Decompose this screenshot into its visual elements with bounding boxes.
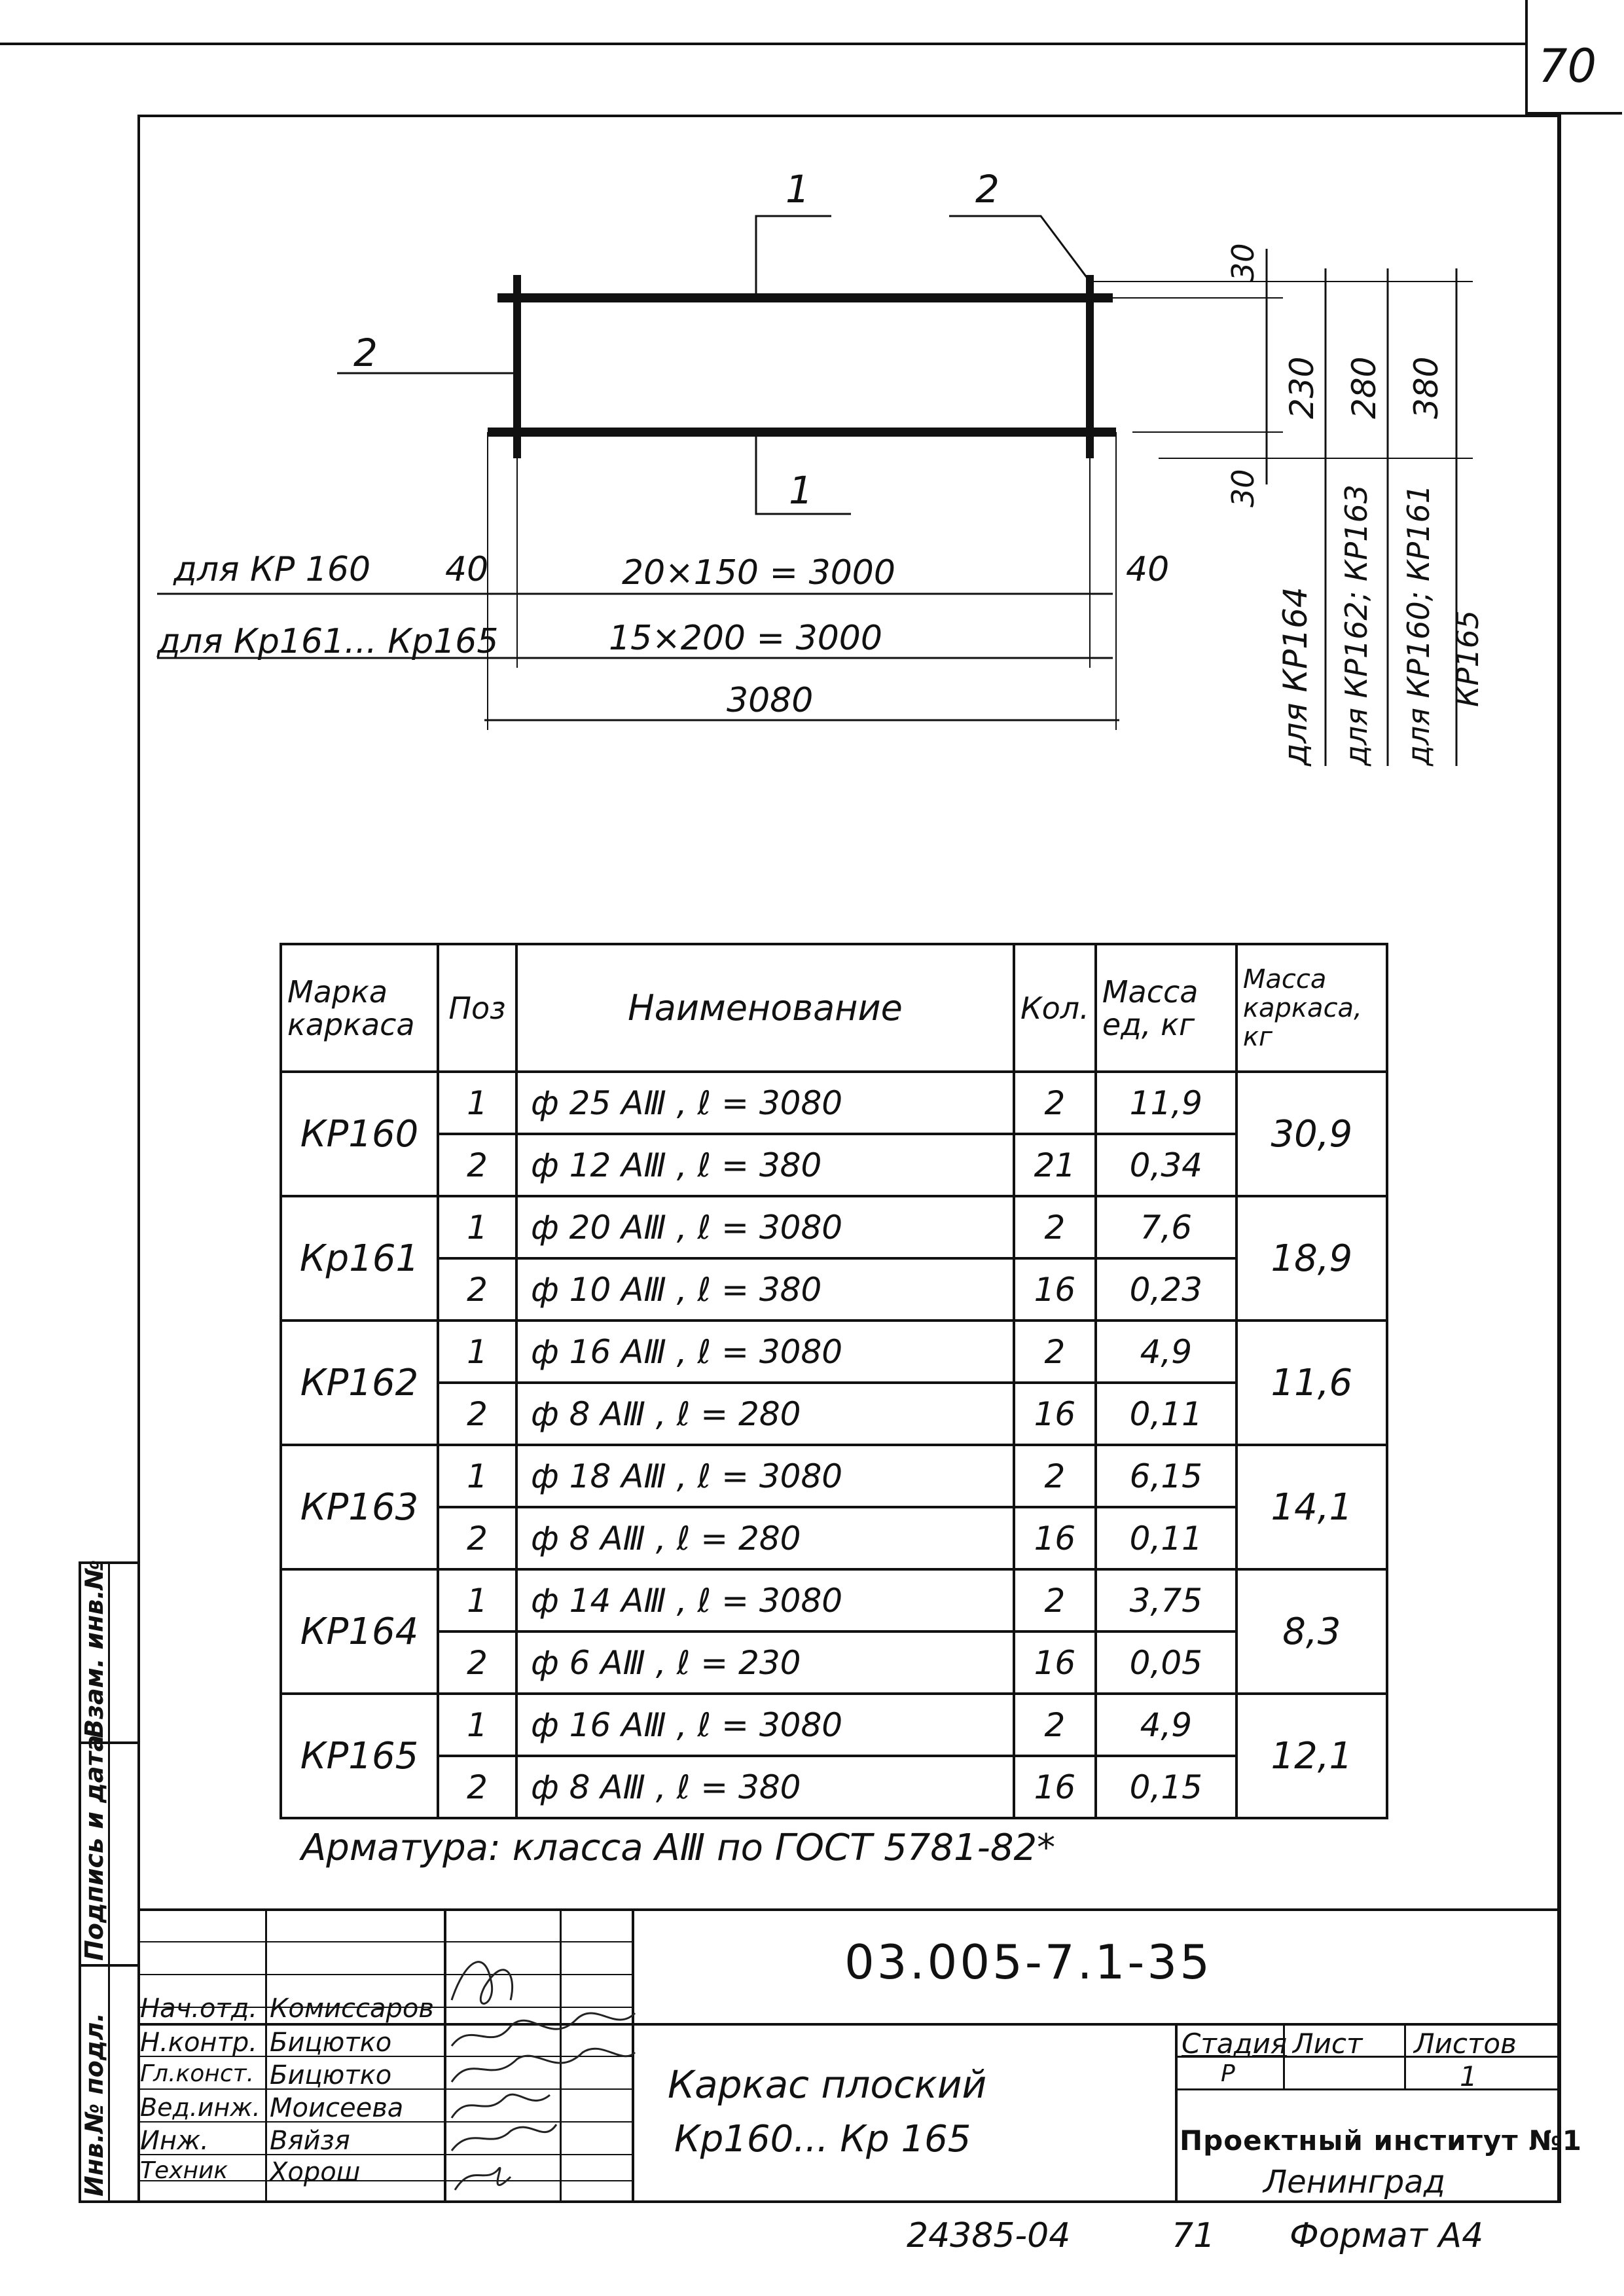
sheet-number: 70 xyxy=(1538,39,1597,93)
mass-cell: 4,9 xyxy=(1096,1694,1236,1756)
mark-cell: КР163 xyxy=(281,1445,438,1569)
qty-cell: 21 xyxy=(1014,1134,1096,1196)
pos-cell: 2 xyxy=(438,1258,516,1321)
title-line2: Кр160... Кр 165 xyxy=(674,2118,971,2160)
org-line2: Ленинград xyxy=(1263,2164,1445,2200)
signatures xyxy=(445,1922,641,2203)
qty-cell: 16 xyxy=(1014,1258,1096,1321)
mass-cell: 6,15 xyxy=(1096,1445,1236,1507)
frame-mass-cell: 12,1 xyxy=(1236,1694,1387,1818)
pos-cell: 1 xyxy=(438,1321,516,1383)
org-line1: Проектный институт №1 xyxy=(1180,2124,1583,2157)
role-ved-inzh: Вед.инж. xyxy=(140,2093,261,2122)
dim-label-kr161-165: для Кр161... Кр165 xyxy=(157,622,499,661)
dim-top-cover: 30 xyxy=(1225,243,1261,282)
pos1-top-label: 1 xyxy=(785,167,810,211)
frame-mass-cell: 14,1 xyxy=(1236,1445,1387,1569)
dim-left-offset: 40 xyxy=(445,550,489,589)
qty-cell: 2 xyxy=(1014,1321,1096,1383)
pos-cell: 2 xyxy=(438,1134,516,1196)
table-row xyxy=(281,1321,1387,1383)
pos-cell: 2 xyxy=(438,1756,516,1818)
frame-mass-cell: 11,6 xyxy=(1236,1321,1387,1445)
mass-cell: 7,6 xyxy=(1096,1196,1236,1258)
dim-for-kr162-163: для КР162; КР163 xyxy=(1339,484,1374,766)
name-cell: ф 8 АⅢ , ℓ = 280 xyxy=(516,1383,1014,1445)
format-label: Формат А4 xyxy=(1290,2216,1484,2255)
mass-cell: 4,9 xyxy=(1096,1321,1236,1383)
qty-cell: 2 xyxy=(1014,1196,1096,1258)
table-row xyxy=(281,1258,1387,1321)
mark-cell: КР160 xyxy=(281,1072,438,1196)
pos1-bottom-label: 1 xyxy=(789,468,813,513)
table-row xyxy=(281,1756,1387,1818)
pos-cell: 1 xyxy=(438,1072,516,1134)
dim-for-kr164: для КР164 xyxy=(1276,587,1314,766)
pos-cell: 2 xyxy=(438,1631,516,1694)
qty-cell: 16 xyxy=(1014,1507,1096,1569)
name-gl-konst: Бицютко xyxy=(270,2060,392,2090)
table-row xyxy=(281,1072,1387,1134)
table-header-row xyxy=(281,944,1387,1072)
qty-cell: 16 xyxy=(1014,1383,1096,1445)
side-stamp-sign-date: Подпись и дата xyxy=(80,1734,109,1961)
mark-cell: КР165 xyxy=(281,1694,438,1818)
frame-mass-cell: 18,9 xyxy=(1236,1196,1387,1321)
pos-cell: 1 xyxy=(438,1196,516,1258)
leader-pos1-top xyxy=(756,216,831,298)
name-cell: ф 8 АⅢ , ℓ = 380 xyxy=(516,1756,1014,1818)
stage-label: Стадия xyxy=(1182,2028,1288,2060)
mark-cell: КР162 xyxy=(281,1321,438,1445)
qty-cell: 2 xyxy=(1014,1445,1096,1507)
doc-code: 03.005-7.1-35 xyxy=(844,1935,1213,1990)
mass-cell: 0,15 xyxy=(1096,1756,1236,1818)
name-cell: ф 16 АⅢ , ℓ = 3080 xyxy=(516,1694,1014,1756)
name-nach-otd: Комиссаров xyxy=(270,1994,434,2024)
side-stamp-inv-orig: Инв.№ подл. xyxy=(80,2013,109,2196)
header-mark: Марка каркаса xyxy=(281,944,438,1072)
qty-cell: 16 xyxy=(1014,1756,1096,1818)
mass-cell: 3,75 xyxy=(1096,1569,1236,1631)
role-nach-otd: Нач.отд. xyxy=(140,1994,258,2024)
pos2-top-label: 2 xyxy=(975,167,1000,211)
title-line1: Каркас плоский xyxy=(668,2062,987,2107)
dim-total-length: 3080 xyxy=(727,681,814,720)
header-name: Наименование xyxy=(516,944,1014,1072)
mass-cell: 11,9 xyxy=(1096,1072,1236,1134)
qty-cell: 16 xyxy=(1014,1631,1096,1694)
mass-cell: 0,11 xyxy=(1096,1383,1236,1445)
role-inzh: Инж. xyxy=(140,2126,209,2156)
table-row xyxy=(281,1569,1387,1631)
name-cell: ф 10 АⅢ , ℓ = 380 xyxy=(516,1258,1014,1321)
mark-cell: Кр161 xyxy=(281,1196,438,1321)
qty-cell: 2 xyxy=(1014,1569,1096,1631)
pos-cell: 1 xyxy=(438,1569,516,1631)
dim-for-kr160-161-b: КР165 xyxy=(1450,610,1485,707)
sheet-label: Лист xyxy=(1293,2028,1363,2060)
pos-cell: 1 xyxy=(438,1694,516,1756)
name-ved-inzh: Моисеева xyxy=(270,2093,404,2123)
table-row xyxy=(281,1383,1387,1445)
name-cell: ф 18 АⅢ , ℓ = 3080 xyxy=(516,1445,1014,1507)
header-frame-mass: Масса каркаса, кг xyxy=(1236,944,1387,1072)
name-cell: ф 16 АⅢ , ℓ = 3080 xyxy=(516,1321,1014,1383)
name-cell: ф 20 АⅢ , ℓ = 3080 xyxy=(516,1196,1014,1258)
table-row xyxy=(281,1196,1387,1258)
table-row xyxy=(281,1134,1387,1196)
side-stamp-replace-inv: Взам. инв.№ xyxy=(80,1559,109,1738)
page-number: 71 xyxy=(1172,2216,1216,2255)
stage-value: Р xyxy=(1221,2060,1235,2087)
mass-cell: 0,11 xyxy=(1096,1507,1236,1569)
role-gl-konst: Гл.конст. xyxy=(140,2060,255,2087)
name-cell: ф 6 АⅢ , ℓ = 230 xyxy=(516,1631,1014,1694)
pos2-left-label: 2 xyxy=(353,331,378,375)
name-tekhnik: Хорош xyxy=(270,2157,361,2187)
pos-cell: 1 xyxy=(438,1445,516,1507)
frame-mass-cell: 8,3 xyxy=(1236,1569,1387,1694)
dim-h280: 280 xyxy=(1345,356,1383,419)
role-n-kontr: Н.контр. xyxy=(140,2028,257,2058)
name-cell: ф 12 АⅢ , ℓ = 380 xyxy=(516,1134,1014,1196)
dim-h380: 380 xyxy=(1407,356,1445,419)
table-row xyxy=(281,1694,1387,1756)
dim-span-kr160: 20×150 = 3000 xyxy=(622,553,895,592)
dim-label-kr160: для КР 160 xyxy=(173,550,371,589)
leader-pos2-top xyxy=(949,216,1090,282)
pos-cell: 2 xyxy=(438,1383,516,1445)
name-cell: ф 14 АⅢ , ℓ = 3080 xyxy=(516,1569,1014,1631)
table-row xyxy=(281,1631,1387,1694)
mass-cell: 0,05 xyxy=(1096,1631,1236,1694)
reinforcement-note: Арматура: класса АⅢ по ГОСТ 5781-82* xyxy=(301,1827,1056,1869)
role-tekhnik: Техник xyxy=(140,2157,228,2184)
dim-for-kr160-161-a: для КР160; КР161 xyxy=(1401,484,1436,766)
header-unit-mass: Масса ед, кг xyxy=(1096,944,1236,1072)
dim-span-kr161-165: 15×200 = 3000 xyxy=(609,619,882,658)
header-pos: Поз xyxy=(438,944,516,1072)
header-qty: Кол. xyxy=(1014,944,1096,1072)
name-inzh: Вяйзя xyxy=(270,2126,350,2156)
mass-cell: 0,34 xyxy=(1096,1134,1236,1196)
sheets-value: 1 xyxy=(1460,2060,1477,2092)
name-cell: ф 25 АⅢ , ℓ = 3080 xyxy=(516,1072,1014,1134)
frame-mass-cell: 30,9 xyxy=(1236,1072,1387,1196)
dim-bottom-cover: 30 xyxy=(1225,469,1261,507)
qty-cell: 2 xyxy=(1014,1072,1096,1134)
table-row xyxy=(281,1507,1387,1569)
dim-right-offset: 40 xyxy=(1126,550,1170,589)
dim-h230: 230 xyxy=(1283,356,1321,419)
pos-cell: 2 xyxy=(438,1507,516,1569)
mass-cell: 0,23 xyxy=(1096,1258,1236,1321)
sheets-label: Листов xyxy=(1414,2028,1517,2060)
spec-table xyxy=(280,943,1388,1819)
archive-number: 24385-04 xyxy=(907,2216,1071,2255)
table-row xyxy=(281,1445,1387,1507)
mark-cell: КР164 xyxy=(281,1569,438,1694)
name-cell: ф 8 АⅢ , ℓ = 280 xyxy=(516,1507,1014,1569)
qty-cell: 2 xyxy=(1014,1694,1096,1756)
name-n-kontr: Бицютко xyxy=(270,2028,392,2058)
